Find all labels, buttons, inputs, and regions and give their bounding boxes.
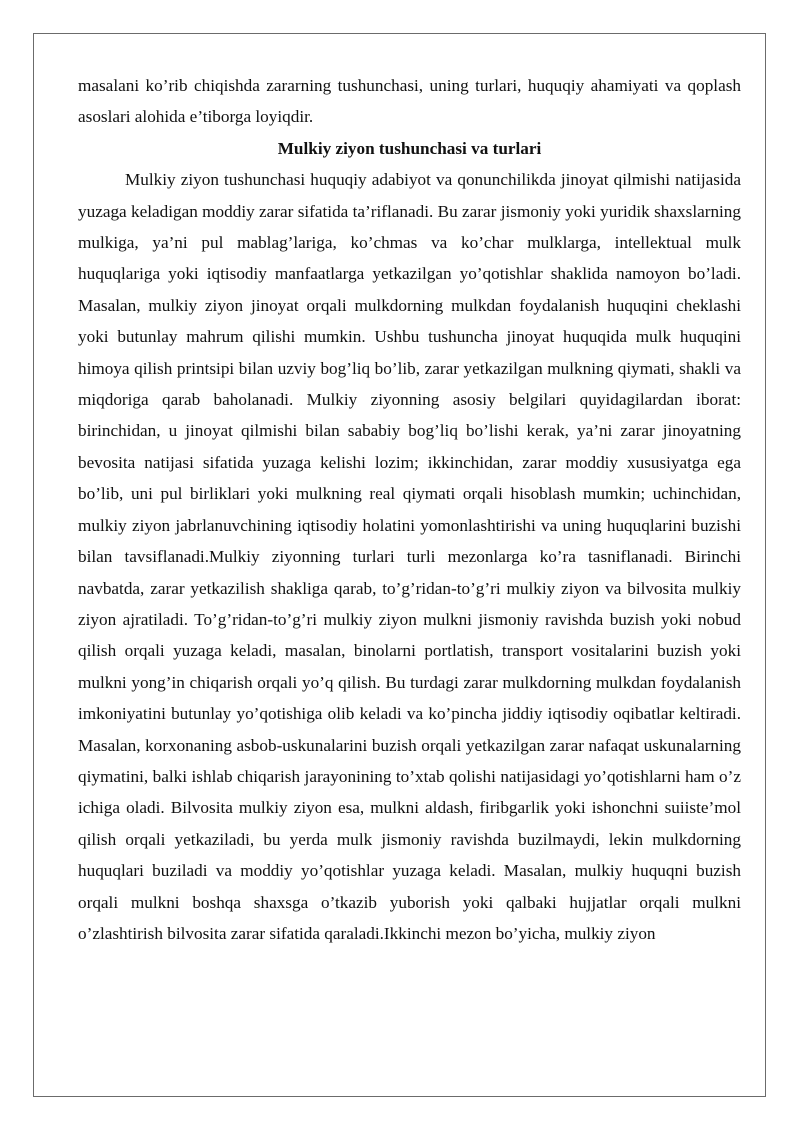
section-heading: Mulkiy ziyon tushunchasi va turlari: [277, 138, 542, 158]
intro-paragraph: masalani ko’rib chiqishda zararning tushunchasi, uning turlari, huquqiy ahamiyati va qoplash asoslari alohida e’tiborga loyiqdir.: [78, 76, 741, 127]
document-body: [78, 70, 741, 949]
body-paragraph: Mulkiy ziyon tushunchasi huquqiy adabiyot va qonunchilikda jinoyat qilmishi natijasida yuzaga keladigan moddiy zarar sifatida ta’riflanadi. Bu zarar jismoniy yoki yuridik shaxslarning mulkiga, ya’ni pul mablag’lariga, ko’chmas va ko’char mulklarga, intellektual mulk huquqlariga yoki iqtisodiy manfaatlarga yetkazilgan yo’qotishlar shaklida namoyon bo’ladi. Masalan, mulkiy ziyon jinoyat orqali mulkdorning mulkdan foydalanish huquqini cheklashi yoki butunlay mahrum qilishi mumkin. Ushbu tushuncha jinoyat huquqida mulk huquqini himoya qilish printsipi bilan uzviy bog’liq bo’lib, zarar yetkazilgan mulkning qiymati, shakli va miqdoriga qarab baholanadi. Mulkiy ziyonning asosiy belgilari quyidagilardan iborat: birinchidan, u jinoyat qilmishi bilan sababiy bog’liq bo’lishi kerak, ya’ni zarar jinoyatning bevosita natijasi sifatida yuzaga kelishi lozim; ikkinchidan, zarar moddiy xususiyatga ega bo’lib, uni pul birliklari yoki mulkning real qiymati orqali hisoblash mumkin; uchinchidan, mulkiy ziyon jabrlanuvchining iqtisodiy holatini yomonlashtirishi va uning huquqlarini buzishi bilan tavsiflanadi.Mulkiy ziyonning turlari turli mezonlarga ko’ra tasniflanadi. Birinchi navbatda, zarar yetkazilish shakliga qarab, to’g’ridan-to’g’ri mulkiy ziyon va bilvosita mulkiy ziyon ajratiladi. To’g’ridan-to’g’ri mulkiy ziyon mulkni jismoniy ravishda buzish yoki nobud qilish orqali yuzaga keladi, masalan, binolarni portlatish, transport vositalarini buzish yoki mulkni yong’in chiqarish orqali yo’q qilish. Bu turdagi zarar mulkdorning mulkdan foydalanish imkoniyatini butunlay yo’qotishiga olib keladi va ko’pincha jiddiy iqtisodiy oqibatlar keltiradi. Masalan, korxonaning asbob-uskunalarini buzish orqali yetkazilgan zarar nafaqat uskunalarning qiymatini, balki ishlab chiqarish jarayonining to’xtab qolishi natijasidagi yo’qotishlarni ham o’z ichiga oladi. Bilvosita mulkiy ziyon esa, mulkni aldash, firibgarlik yoki ishonchni suiiste’mol qilish orqali yetkaziladi, bu yerda mulk jismoniy ravishda buzilmaydi, lekin mulkdorning huquqlari buziladi va moddiy yo’qotishlar yuzaga keladi. Masalan, mulkiy huquqni buzish orqali mulkni boshqa shaxsga o’tkazib yuborish yoki qalbaki hujjatlar orqali mulkni o’zlashtirish bilvosita zarar sifatida qaraladi.Ikkinchi mezon bo’yicha, mulkiy ziyon: [78, 170, 741, 943]
